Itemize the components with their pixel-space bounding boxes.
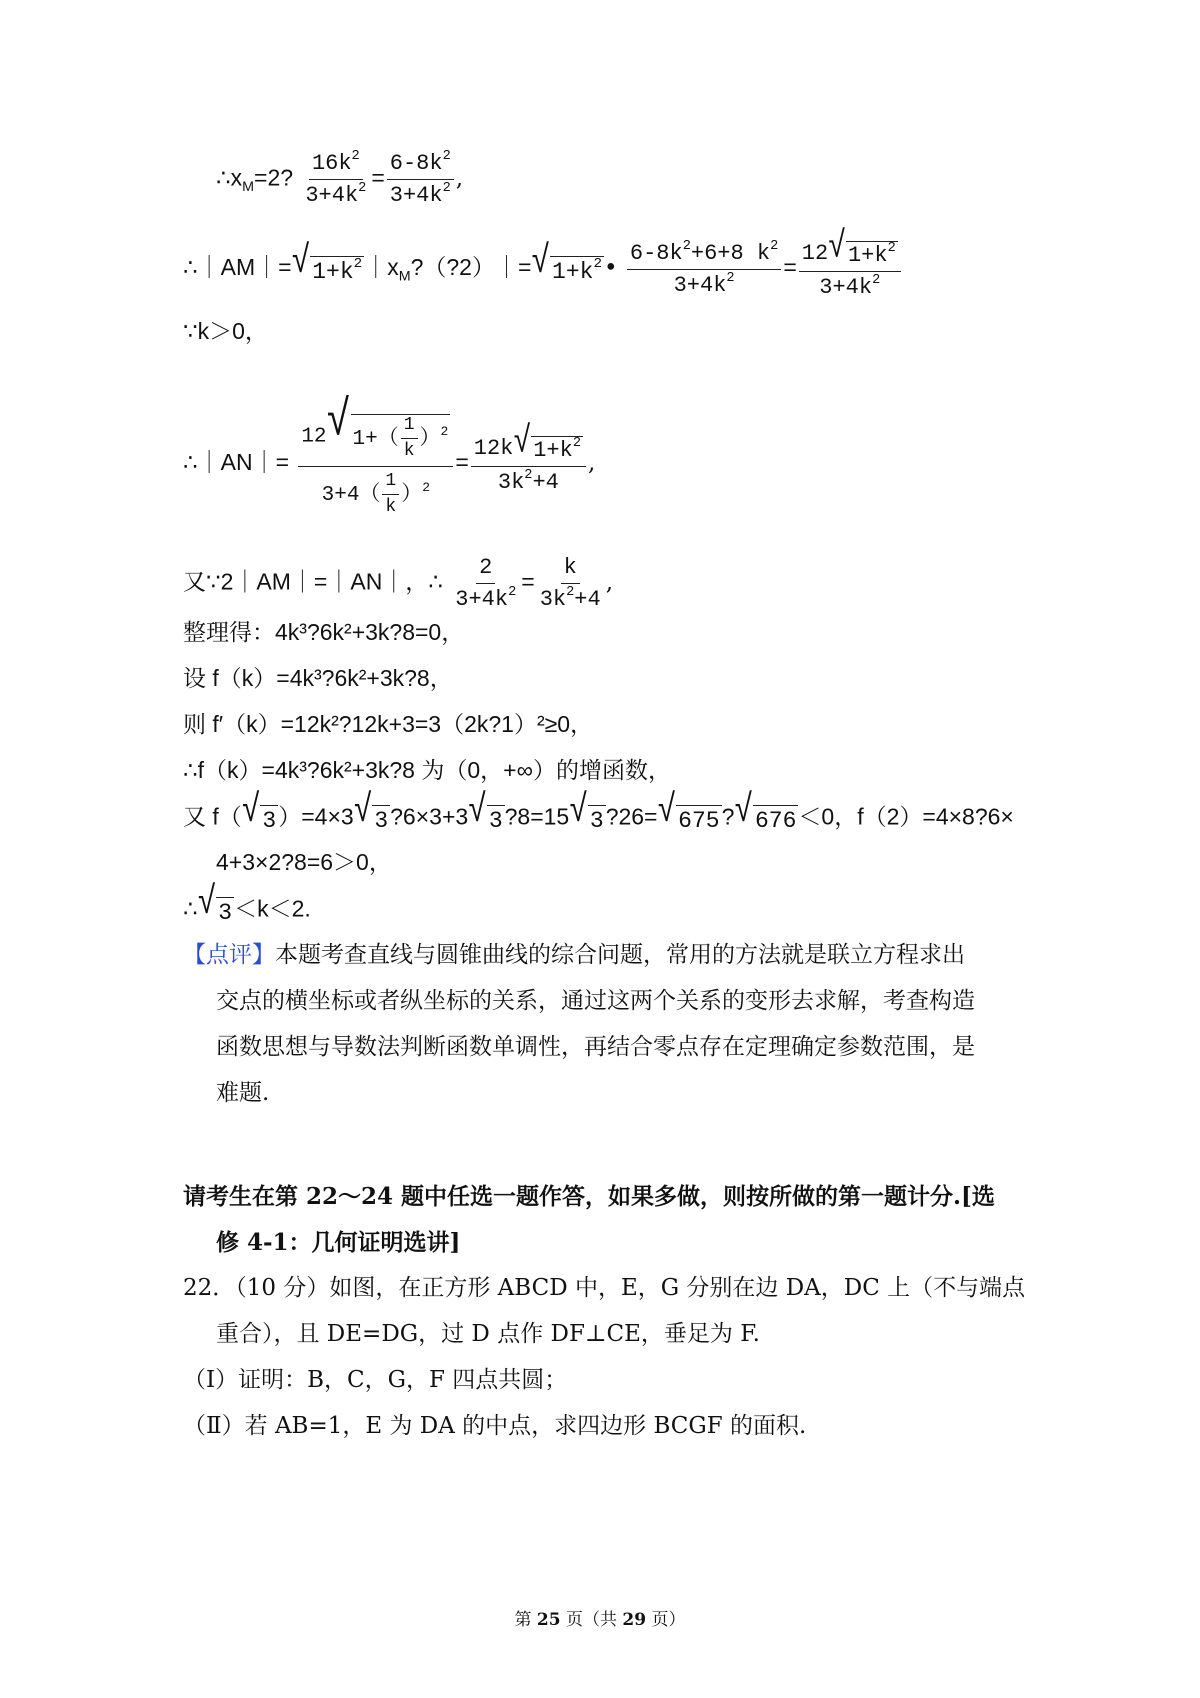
sqrt: √ 3	[241, 789, 277, 834]
comment-line-2: 交点的横坐标或者纵坐标的关系，通过这两个关系的变形去求解，考查构造	[216, 988, 975, 1014]
problem-line-1: 22．（10 分）如图，在正方形 ABCD 中，E，G 分别在边 DA，DC 上（不与端点	[183, 1275, 1026, 1301]
sqrt: √ $1+k^2$	[531, 240, 603, 285]
comment-line-3: 函数思想与导数法判断函数单调性，再结合零点存在定理确定参数范围，是	[216, 1034, 975, 1060]
sqrt: √ 3	[468, 789, 503, 834]
comment-line-1: 【点评】本题考查直线与圆锥曲线的综合问题，常用的方法就是联立方程求出	[183, 942, 965, 968]
comment-line-4: 难题.	[216, 1080, 270, 1106]
an-eq: ∴｜AN｜= 12 √ 1+（ $\frac{1}{k}$ ）$^2$ 3+4（ $\frac{1}{k}$ ）$^2$ = 12k √ $1+k^2$ $3k^2+4$ ,	[183, 393, 596, 517]
frac: 12 √ 1+（ $\frac{1}{k}$ ）$^2$ 3+4（ $\frac{1}{k}$ ）$^2$	[298, 410, 453, 518]
problem-part-2: （Ⅱ）若 AB=1，E 为 DA 的中点，求四边形 BCGF 的面积.	[183, 1413, 807, 1439]
frac: $\frac{k}{3k^2+4}$	[539, 555, 601, 612]
problem-line-2: 重合），且 DE=DG，过 D 点作 DF⊥CE，垂足为 F.	[216, 1321, 760, 1347]
derivative-line: 则 f′（k）=12k²?12k+3=3（2k?1）²≥0，	[183, 711, 594, 737]
conclusion-line: ∴ √ 3 ＜k＜2.	[183, 881, 311, 926]
am-eq: ∴｜AM｜= √ $1+k^2$ $|x_M?(?2)|=$ √ $1+k^2$ • $\frac{6-8k^2+6+8 k^2}{3+4k^2}$ = 12 √ $1+k^2$ $3+4k^2$	[183, 237, 903, 301]
evaluate-line: 又 f（ √ 3 ）=4×3 √ 3 ?6×3+3 √ 3 ?8=15 √ 3 ?26= √ 675 ? √ 676 ＜0，f（2）=4×8?6×	[183, 789, 1014, 834]
page-footer: 第 25 页（共 29 页）	[514, 1610, 686, 1630]
section-heading-2: 修 4-1：几何证明选讲]	[216, 1229, 461, 1256]
evaluate-line-cont: 4+3×2?8=6＞0，	[216, 849, 392, 875]
sqrt: √ 3	[197, 881, 233, 926]
ratio-eq: 又∵2｜AM｜=｜AN｜，∴ $\frac{2}{3+4k^2}$ = $\frac{k}{3k^2+4}$ ,	[183, 555, 614, 612]
sqrt: √ 676	[734, 789, 797, 834]
comment-tag: 【点评】	[183, 942, 275, 968]
k-pos: ∵k＞0，	[183, 318, 268, 344]
page-total: 29	[622, 1610, 647, 1630]
frac: $\frac{2}{3+4k^2}$	[455, 555, 517, 612]
frac: 12k √ $1+k^2$ $3k^2+4$	[471, 432, 586, 496]
sqrt: √ 3	[569, 789, 604, 834]
simplify-line: 整理得：4k³?6k²+3k?8=0，	[183, 619, 465, 645]
sqrt: √ 3	[353, 789, 389, 834]
increasing-line: ∴f（k）=4k³?6k²+3k?8 为（0，+∞）的增函数，	[183, 757, 671, 783]
frac: $\frac{6-8k^2+6+8 k^2}{3+4k^2}$	[627, 240, 781, 299]
define-f-line: 设 f（k）=4k³?6k²+3k?8，	[183, 665, 453, 691]
xm-eq: $\therefore x_M=2$? $\frac{16k^2}{3+4k^2}$ = $\frac{6-8k^2}{3+4k^2}$ ,	[216, 149, 464, 208]
page-number: 25	[536, 1610, 561, 1630]
problem-part-1: （Ⅰ）证明：B，C，G，F 四点共圆；	[183, 1367, 568, 1393]
frac: $\frac{16k^2}{3+4k^2}$	[305, 149, 367, 208]
section-heading-1: 请考生在第 22～24 题中任选一题作答，如果多做，则按所做的第一题计分.[选	[183, 1183, 995, 1210]
sqrt: √ $1+k^2$	[291, 240, 363, 285]
sqrt: √ 675	[657, 789, 720, 834]
frac: 12 √ $1+k^2$ $3+4k^2$	[799, 237, 901, 301]
frac: $\frac{6-8k^2}{3+4k^2}$	[387, 150, 454, 209]
